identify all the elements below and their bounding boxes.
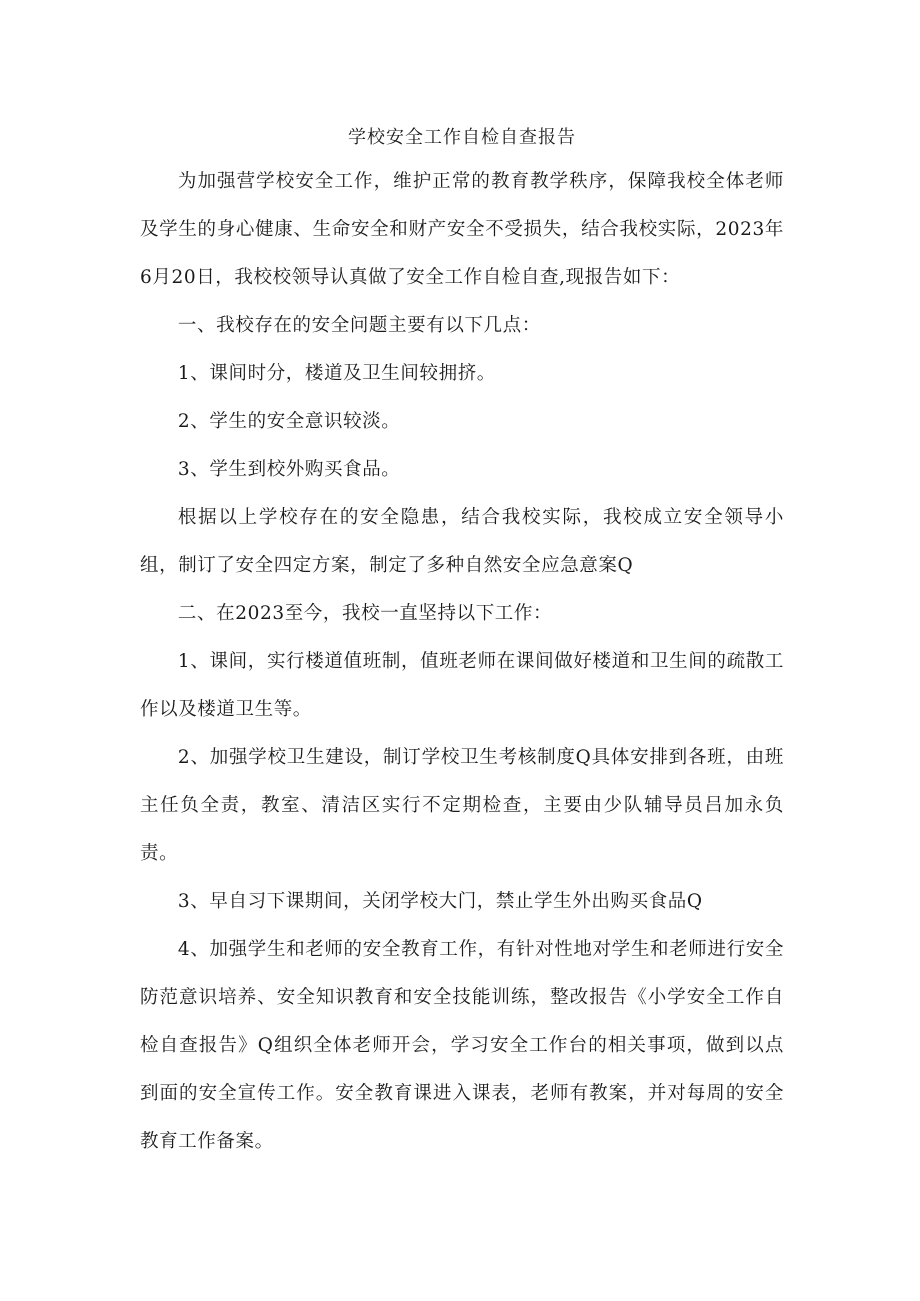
paragraph-work-4: 4、加强学生和老师的安全教育工作，有针对性地对学生和老师进行安全防范意识培养、安全知识教育和安全技能训练，整改报告《小学安全工作自检自查报告》Q组织全体老师开会，学习安全工作台的相关事项，做到以点到面的安全宣传工作。安全教育课进入课表，老师有教案，并对每周的安全教育工作备案。 [140, 939, 784, 1152]
paragraph-issue-1: 1、课间时分，楼道及卫生间较拥挤。 [177, 363, 496, 384]
paragraph-section-1-heading: 一、我校存在的安全问题主要有以下几点： [177, 315, 541, 336]
paragraph-measures-intro: 根据以上学校存在的安全隐患，结合我校实际，我校成立安全领导小组，制订了安全四定方案，制定了多种自然安全应急意案Q [140, 507, 784, 576]
paragraph-work-3: 3、早自习下课期间，关闭学校大门，禁止学生外出购买食品Q [177, 891, 703, 912]
document-page [140, 118, 784, 1166]
paragraph-work-2: 2、加强学校卫生建设，制订学校卫生考核制度Q具体安排到各班，由班主任负全责，教室、清洁区实行不定期检查，主要由少队辅导员吕加永负责。 [140, 747, 784, 864]
paragraph-section-2-heading: 二、在2023至今，我校一直坚持以下工作： [177, 603, 553, 624]
document-title: 学校安全工作自检自查报告 [348, 127, 576, 148]
paragraph-intro: 为加强营学校安全工作，维护正常的教育教学秩序，保障我校全体老师及学生的身心健康、生命安全和财产安全不受损失，结合我校实际，2023年6月20日，我校校领导认真做了安全工作自检自查,现报告如下： [140, 171, 784, 288]
paragraph-work-1: 1、课间，实行楼道值班制，值班老师在课间做好楼道和卫生间的疏散工作以及楼道卫生等。 [140, 651, 784, 720]
paragraph-issue-3: 3、学生到校外购买食品。 [177, 459, 401, 480]
paragraph-issue-2: 2、学生的安全意识较淡。 [177, 411, 401, 432]
